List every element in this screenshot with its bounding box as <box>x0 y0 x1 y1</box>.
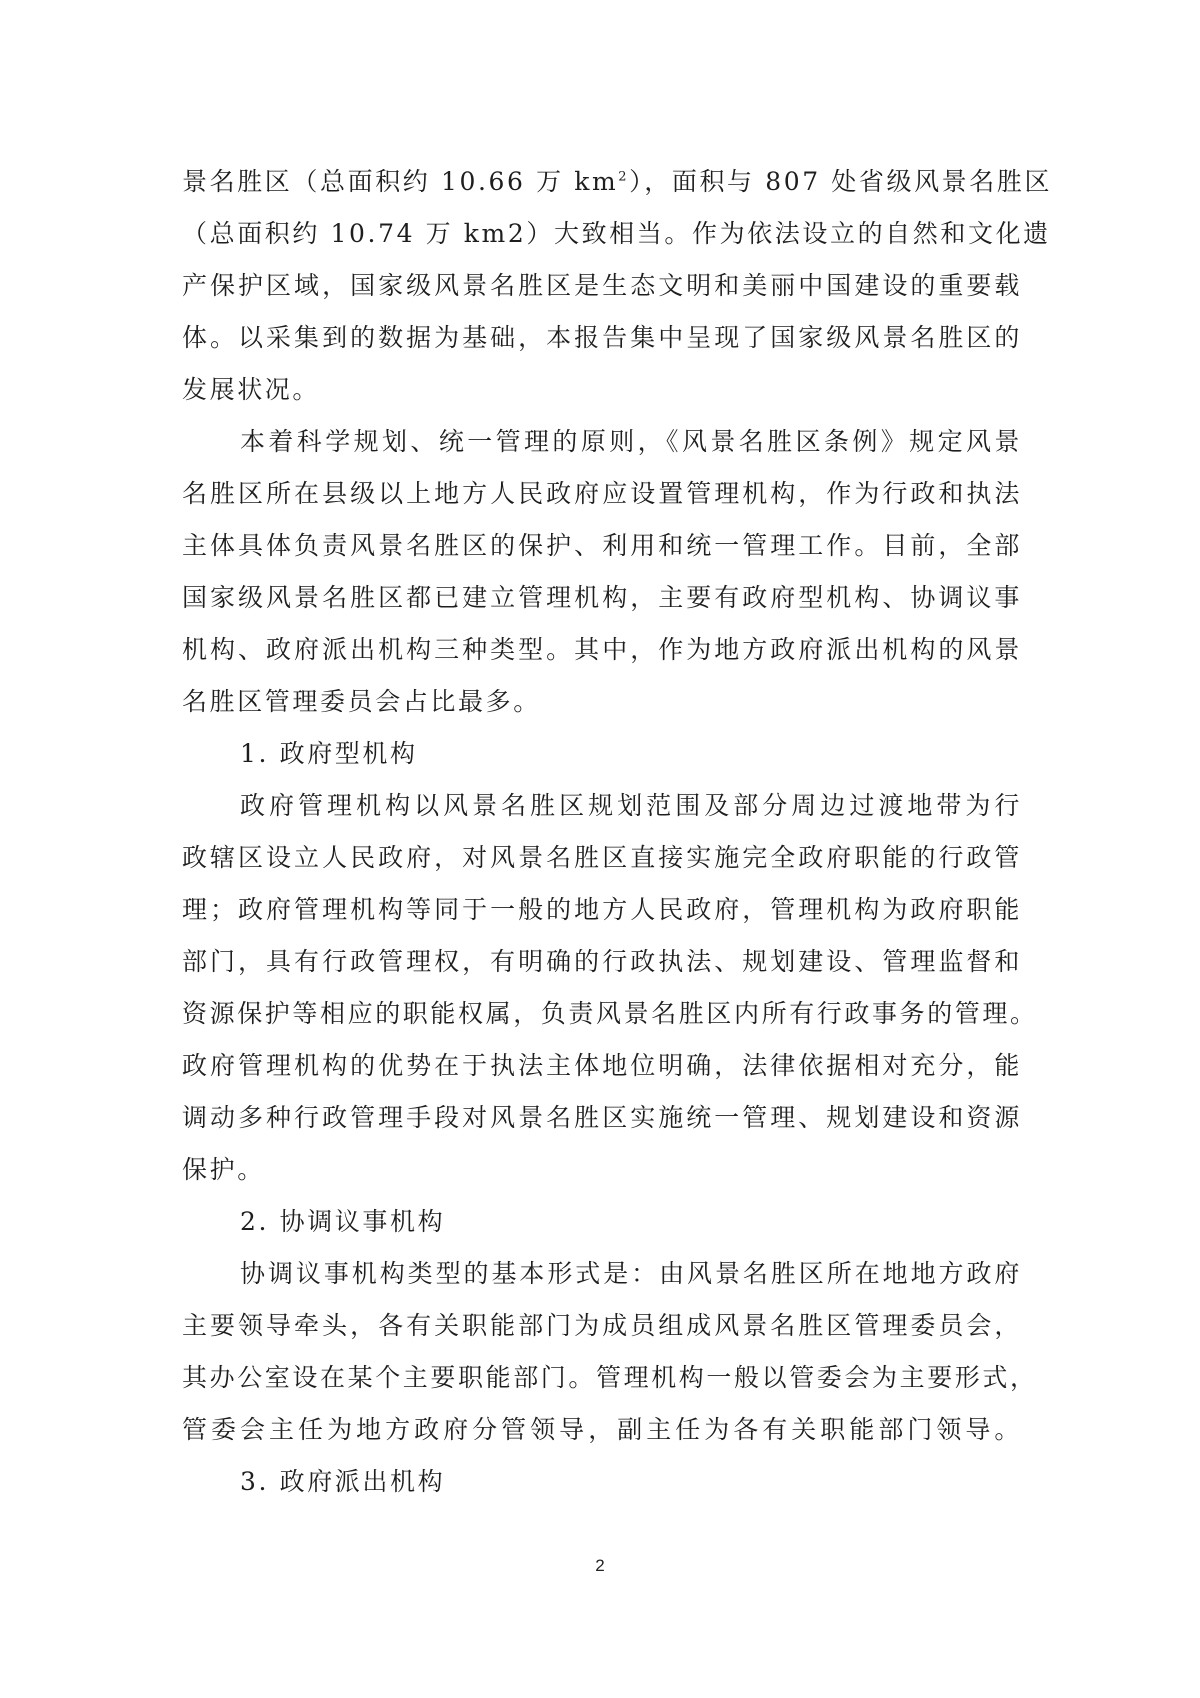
text-line: 体。以采集到的数据为基础，本报告集中呈现了国家级风景名胜区的 <box>182 323 1022 352</box>
text-line: 主体具体负责风景名胜区的保护、利用和统一管理工作。目前，全部 <box>182 531 1022 560</box>
text-line: 国家级风景名胜区都已建立管理机构，主要有政府型机构、协调议事 <box>182 583 1022 612</box>
text-line-part: ），面积与 807 处省级风景名胜区 <box>629 167 1053 196</box>
section-heading: 1. 政府型机构 <box>240 739 418 768</box>
text-line: 调动多种行政管理手段对风景名胜区实施统一管理、规划建设和资源 <box>182 1103 1022 1132</box>
text-line: 部门，具有行政管理权，有明确的行政执法、规划建设、管理监督和 <box>182 947 1022 976</box>
text-line-part: 景名胜区（总面积约 10.66 万 km <box>182 167 619 196</box>
text-line: 政府管理机构的优势在于执法主体地位明确，法律依据相对充分，能 <box>182 1051 1022 1080</box>
text-line: 理；政府管理机构等同于一般的地方人民政府，管理机构为政府职能 <box>182 895 1022 924</box>
section-heading: 2. 协调议事机构 <box>240 1207 446 1236</box>
paragraph-start: 本着科学规划、统一管理的原则，《风景名胜区条例》规定风景 <box>240 427 1022 456</box>
text-line: 保护。 <box>182 1155 265 1184</box>
text-line: 资源保护等相应的职能权属，负责风景名胜区内所有行政事务的管理。 <box>182 999 1038 1028</box>
superscript: 2 <box>618 169 630 185</box>
paragraph-start: 协调议事机构类型的基本形式是：由风景名胜区所在地地方政府 <box>240 1259 1022 1288</box>
text-line: 名胜区管理委员会占比最多。 <box>182 687 541 716</box>
section-heading: 3. 政府派出机构 <box>240 1467 446 1496</box>
text-line: 管委会主任为地方政府分管领导，副主任为各有关职能部门领导。 <box>182 1415 1022 1444</box>
text-line: 机构、政府派出机构三种类型。其中，作为地方政府派出机构的风景 <box>182 635 1022 664</box>
text-line: 产保护区域，国家级风景名胜区是生态文明和美丽中国建设的重要载 <box>182 271 1022 300</box>
paragraph-start: 政府管理机构以风景名胜区规划范围及部分周边过渡地带为行 <box>240 791 1022 820</box>
page-number: 2 <box>595 1556 605 1575</box>
text-line: 名胜区所在县级以上地方人民政府应设置管理机构，作为行政和执法 <box>182 479 1022 508</box>
document-body <box>182 156 1053 1508</box>
text-line: 政辖区设立人民政府，对风景名胜区直接实施完全政府职能的行政管 <box>182 843 1022 872</box>
text-line: 主要领导牵头，各有关职能部门为成员组成风景名胜区管理委员会， <box>182 1311 1022 1340</box>
text-line: 发展状况。 <box>182 375 321 404</box>
text-line: 其办公室设在某个主要职能部门。管理机构一般以管委会为主要形式， <box>182 1363 1038 1392</box>
text-line <box>182 156 1053 208</box>
text-line: （总面积约 10.74 万 km2）大致相当。作为依法设立的自然和文化遗 <box>182 219 1051 248</box>
